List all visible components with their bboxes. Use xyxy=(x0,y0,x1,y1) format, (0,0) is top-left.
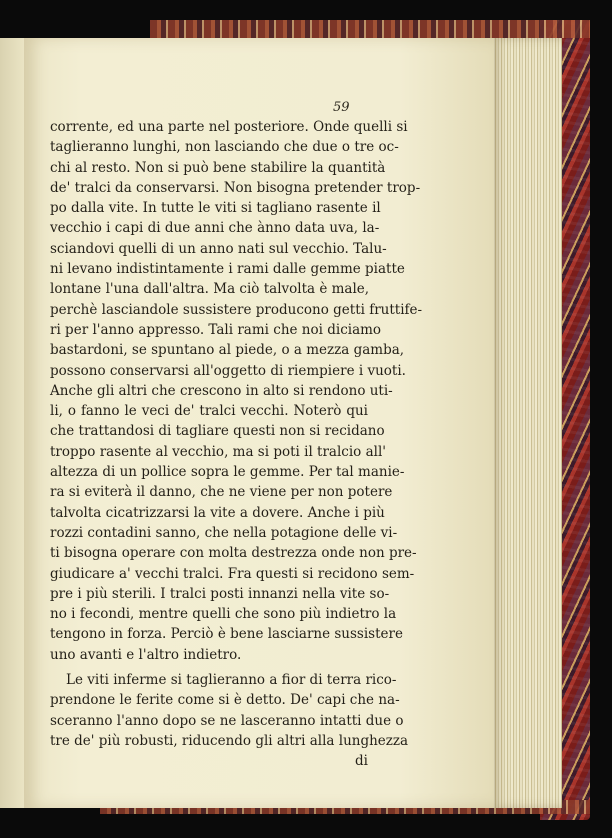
text-line: ri per l'anno appresso. Tali rami che noi diciamo xyxy=(50,321,382,338)
text-block xyxy=(50,117,423,772)
text-line: altezza di un pollice sopra le gemme. Per tal manie- xyxy=(50,464,405,481)
text-line: no i fecondi, mentre quelli che sono più indietro la xyxy=(50,606,397,623)
text-line: che trattandosi di tagliare questi non si recidano xyxy=(50,423,385,440)
text-line: taglieranno lunghi, non lasciando che due o tre oc- xyxy=(50,139,399,156)
page-number: 59 xyxy=(333,100,350,115)
paragraph-1 xyxy=(50,117,423,665)
page-edges xyxy=(490,38,562,808)
catchword: di xyxy=(355,753,368,770)
text-line: uno avanti e l'altro indietro. xyxy=(50,646,242,663)
text-line: de' tralci da conservarsi. Non bisogna pretender trop- xyxy=(50,179,421,196)
paragraph-2 xyxy=(50,670,409,751)
text-line: lontane l'una dall'altra. Ma ciò talvolta è male, xyxy=(50,281,370,298)
text-line: ni levano indistintamente i rami dalle gemme piatte xyxy=(50,261,405,278)
board-top-edge xyxy=(150,20,590,38)
text-line: prendone le ferite come si è detto. De' capi che na- xyxy=(50,692,400,709)
text-line: troppo rasente al vecchio, ma si poti il tralcio all' xyxy=(50,443,386,460)
text-line: ra si eviterà il danno, che ne viene per non potere xyxy=(50,484,393,501)
text-line: Anche gli altri che crescono in alto si rendono uti- xyxy=(50,382,393,399)
text-line: tengono in forza. Perciò è bene lasciarne sussistere xyxy=(50,626,403,643)
text-line: rozzi contadini sanno, che nella potagione delle vi- xyxy=(50,524,398,541)
text-line: vecchio i capi di due anni che ànno data uva, la- xyxy=(50,220,380,237)
text-line: po dalla vite. In tutte le viti si tagliano rasente il xyxy=(50,200,381,217)
text-line: giudicare a' vecchi tralci. Fra questi si recidono sem- xyxy=(50,565,415,582)
text-line: sceranno l'anno dopo se ne lasceranno intatti due o xyxy=(50,712,404,729)
text-line: li, o fanno le veci de' tralci vecchi. Noterò qui xyxy=(50,403,368,420)
text-line: pre i più sterili. I tralci posti innanzi nella vite so- xyxy=(50,585,390,602)
text-line: corrente, ed una parte nel posteriore. Onde quelli si xyxy=(50,119,408,135)
text-line: perchè lasciandole sussistere producono getti fruttife- xyxy=(50,301,423,318)
text-line: Le viti inferme si taglieranno a fior di terra rico- xyxy=(66,672,397,689)
text-line: ti bisogna operare con molta destrezza onde non pre- xyxy=(50,545,417,562)
facing-page-edge xyxy=(0,38,27,808)
text-line: possono conservarsi all'oggetto di riempiere i vuoti. xyxy=(50,362,406,379)
text-line: chi al resto. Non si può bene stabilire la quantità xyxy=(50,159,386,176)
text-line: talvolta cicatrizzarsi la vite a dovere. Anche i più xyxy=(50,504,385,521)
text-line: sciandovi quelli di un anno nati sul vecchio. Talu- xyxy=(50,240,387,257)
text-line: tre de' più robusti, riducendo gli altri alla lunghezza xyxy=(50,732,409,749)
text-line: bastardoni, se spuntano al piede, o a mezza gamba, xyxy=(50,342,405,359)
